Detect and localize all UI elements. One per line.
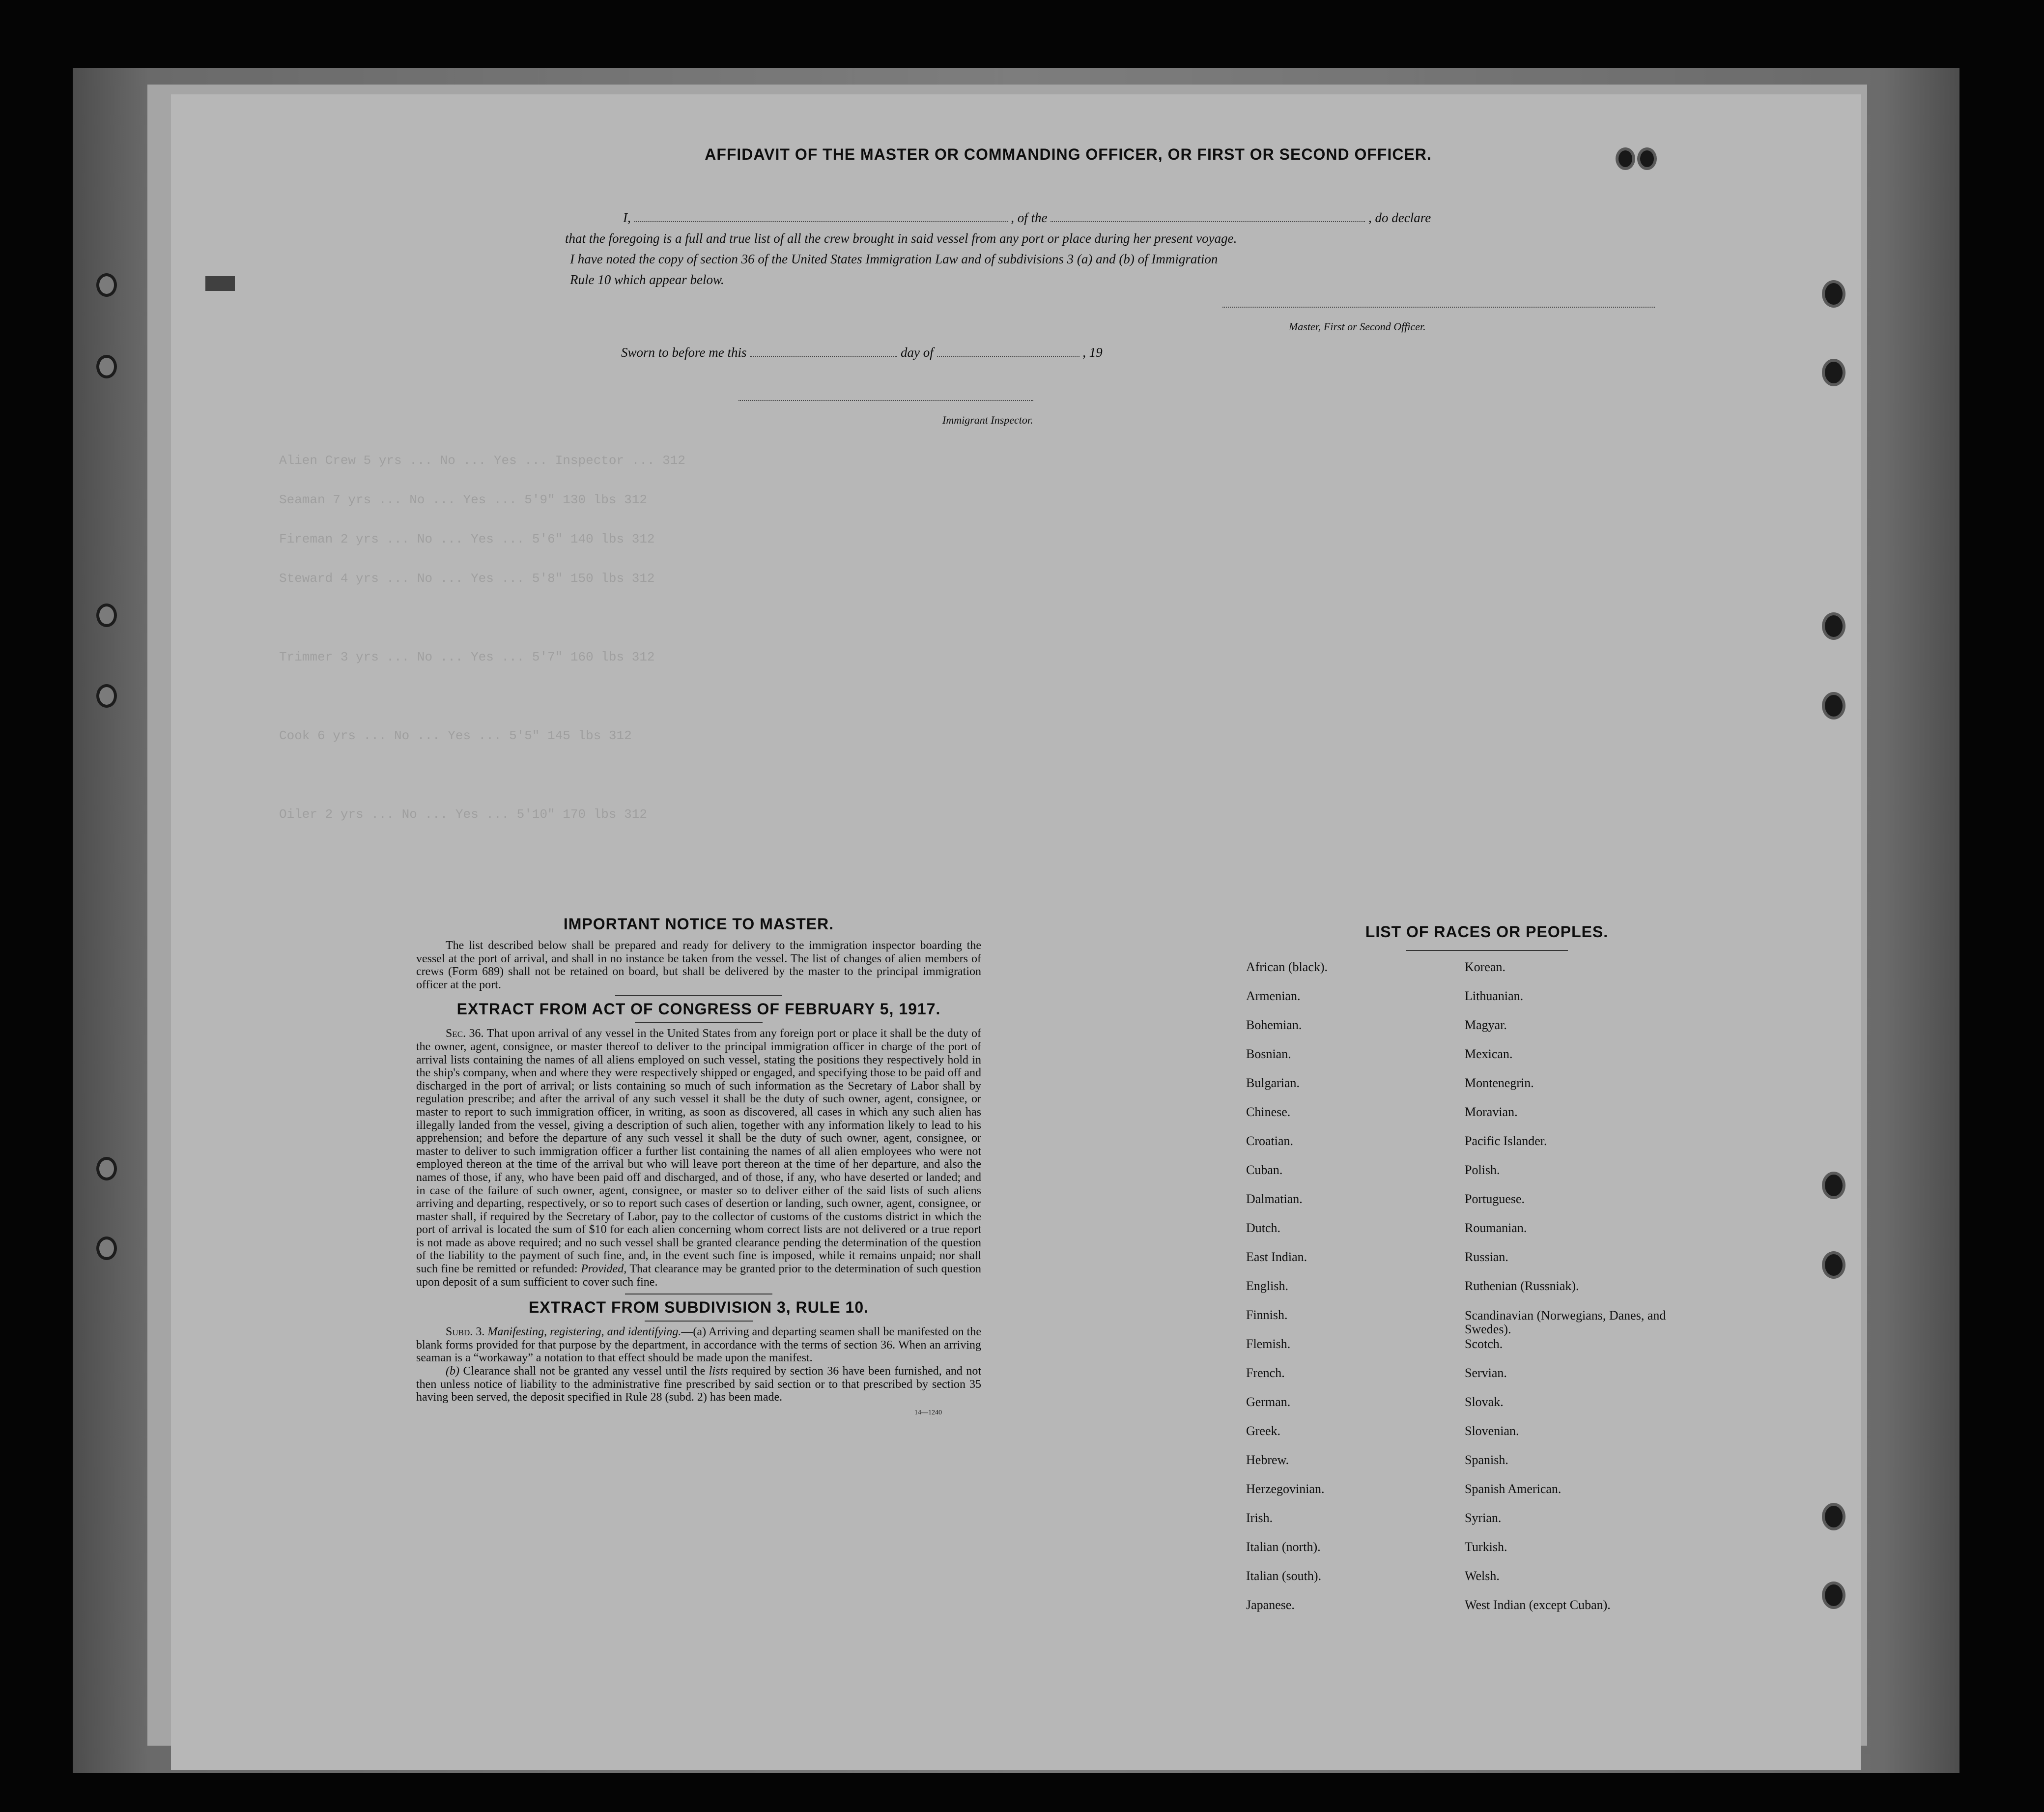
- binder-hole: [1825, 695, 1843, 717]
- binder-hole: [1825, 1254, 1843, 1276]
- notice-column: [416, 915, 981, 1417]
- provided-word: Provided,: [581, 1263, 627, 1276]
- form-number: 14—1240: [914, 1409, 942, 1416]
- race-item: Slovenian.: [1465, 1424, 1519, 1438]
- page-mark: [205, 276, 235, 291]
- race-item: Magyar.: [1465, 1018, 1507, 1032]
- races-title: LIST OF RACES OR PEOPLES.: [1365, 923, 1609, 941]
- act-title: EXTRACT FROM ACT OF CONGRESS OF FEBRUARY 5, 1917.: [456, 1000, 941, 1018]
- affidavit-of-the: , of the: [1011, 210, 1048, 225]
- races-list: [1246, 923, 1728, 1625]
- race-item: Chinese.: [1246, 1105, 1291, 1119]
- affidavit-line-3: I have noted the copy of section 36 of the United States Immigration Law and of subdivisions 3 (a) and (b) of Immigration: [570, 252, 1218, 266]
- race-item: Dutch.: [1246, 1221, 1281, 1235]
- sec-label: Sec. 36.: [446, 1027, 484, 1040]
- race-item: Ruthenian (Russniak).: [1465, 1279, 1579, 1293]
- inspector-label: Immigrant Inspector.: [942, 414, 1033, 426]
- divider: [635, 1022, 763, 1023]
- notice-title: IMPORTANT NOTICE TO MASTER.: [563, 915, 834, 933]
- race-item: Armenian.: [1246, 989, 1301, 1003]
- divider: [1406, 950, 1568, 951]
- binder-hole: [96, 604, 117, 627]
- day-of-text: day of: [901, 345, 934, 360]
- race-item: Bosnian.: [1246, 1047, 1291, 1061]
- race-item: Mexican.: [1465, 1047, 1513, 1061]
- race-item: Hebrew.: [1246, 1453, 1289, 1467]
- sworn-month-blank: [937, 345, 1079, 357]
- binder-hole: [96, 1237, 117, 1260]
- binder-hole: [1825, 1175, 1843, 1196]
- subd-text-a: —(a) Arriving and departing seamen shall be manifested on the blank forms provided for that purpose by the department, in accordance with the terms of section 36. When an arriving seaman is a “workaway” a notation to that effect should be made upon the manifest.: [416, 1325, 981, 1365]
- race-item: Spanish.: [1465, 1453, 1508, 1467]
- binder-hole: [1825, 1584, 1843, 1606]
- race-item: Pacific Islander.: [1465, 1134, 1547, 1148]
- race-item: Croatian.: [1246, 1134, 1294, 1148]
- race-item: West Indian (except Cuban).: [1465, 1598, 1611, 1612]
- race-item: Bohemian.: [1246, 1018, 1302, 1032]
- races-grid: [1246, 958, 1728, 1625]
- sec-36-text: [416, 1027, 981, 1289]
- divider: [645, 1321, 753, 1322]
- binder-hole: [1825, 1506, 1843, 1527]
- race-item: African (black).: [1246, 960, 1328, 974]
- subd-text-b2: required by section 36 have been furnished, and not then unless notice of liability to the administrative fine prescribed by said section or to that prescribed by section 35 having been served, the deposit specified in Rule 28 (subd. 2) has been made.: [416, 1365, 982, 1404]
- binder-hole: [96, 273, 117, 297]
- race-item: Bulgarian.: [1246, 1076, 1300, 1090]
- binder-hole: [1825, 362, 1843, 383]
- race-item: German.: [1246, 1395, 1291, 1409]
- binder-hole: [96, 355, 117, 378]
- year-text: , 19: [1082, 345, 1103, 360]
- race-item: Montenegrin.: [1465, 1076, 1534, 1090]
- race-item: Italian (south).: [1246, 1569, 1322, 1583]
- sworn-text: Sworn to before me this: [621, 345, 747, 360]
- manifest-back-page: Alien Crew 5 yrs ... No ... Yes ... Inspector ... 312 Seaman 7 yrs ... No ... Yes ... 5'9" 130 lbs 312 Fireman 2 yrs ... No ... Yes ... 5'6" 140 lbs 312 Steward 4 yrs ... No ... Yes ... 5'8" 150 lbs 312 Trimmer 3 yrs ... No ... Yes ... 5'7" 160 lbs 312 Cook 6 yrs ... No ... Yes ... 5'5" 145 lbs 312 Oiler 2 yrs ... No ... Yes ... 5'10" 170 lbs 312 AFFIDAVIT OF THE MASTER OR COMMANDING OFFICER, OR FIRST OR SECOND OFFICER. I, , of the , do declare that the foregoing is a full and true list of all the crew brought in said vessel from any port or place during her present voyage. I have noted the copy of section 36 of the United States Immigration Law and of subdivisions 3 (a) and (b) of Immigration Rule 10 which appear below. Master, First or Second Officer. Sworn to before me this day of , 19 Immigrant Inspector. IMPORTANT NOTICE TO MASTER. The list described below shall be prepared and ready for delivery to the immigration inspector boarding the vessel at the port of arrival, and shall in no instance be taken from the vessel. The list of changes of alien members of crews (Form 689) shall not be retained on board, but shall be delivered by the master to the principal immigration officer at the port. EXTRACT FROM ACT OF CONGRESS OF FEBRUARY 5, 1917. Sec. 36. That upon arrival of any vessel in the United States from any foreign port or place it shall be the duty of the owner, agent, consignee, or master thereof to deliver to the principal immigration officer in charge of the port of arrival lists containing the names of all aliens employed on such vessel, stating the positions they respectively hold in the ship's company, when and where they were respectively shipped or engaged, and specifying those to be paid off and discharged in the port of arrival; or lists containing so much of such information as the Secretary of Labor shall by regulation prescribe; and after the arrival of any such vessel it shall be the duty of such owner, agent, consignee, or master to report to such immigration officer, in writing, as soon as discovered, all cases in which any such alien has illegally landed from the vessel, giving a description of such alien, together with any information likely to lead to his apprehension; and before the departure of any such vessel it shall be the duty of such owner, agent, consignee, or master to deliver to such immigration officer a further list containing the names of all alien employees who were not employed thereon at the time of the arrival but who will leave port thereon at the time of her departure, and also the names of those, if any, who have been paid off and discharged, and of those, if any, who have deserted or landed; and in case of the failure of such owner, agent, consignee, or master so to deliver either of the said lists of such aliens arriving and departing, respectively, or so to report such cases of desertion or landing, such owner, agent, consignee, or master shall, if required by the Secretary of Labor, pay to the collector of customs of the customs district in which the port of arrival is located the sum of $10 for each alien concerning whom correct lists are not delivered or a true report is not made as above required; and no such vessel shall be granted clearance pending the determination of the question of the liability to the payment of such fine, and, in the event such fine is imposed, while it remains unpaid; nor shall such fine be remitted or refunded: Provided, That clearance may be granted prior to the determination of such question upon deposit of a sum sufficient to cover such fine. EXTRACT FROM SUBDIVISION 3, RULE 10. Subd. 3. Manifesting, registering, and identifying.—(a) Arriving and departing seamen shall be manifested on the blank forms provided for that purpose by the department, in accordance with the terms of section 36. When an arriving seaman is a “workaway” a notation to that effect should be made upon the manifest. (b) Clearance shall not be granted any vessel until the lists required by section 36 have been furnished, and not then unless notice of liability to the administrative fine prescribed by said section or to that prescribed by section 35 having been served, the deposit specified in Rule 28 (subd. 2) has been made. 14—1240 LIST OF RACES OR PEOPLES. African (black). Korean. Armenian. Lithuanian. Bohemian. Magyar. Bosnian. Mexican. Bulgarian. Montenegrin. Chinese. Moravian. Croatian. Pacific Islander. Cuban. Polish. Dalmatian. Portuguese. Dutch. Roumanian. East Indian. Russian. English. Ruthenian (Russniak). Finnish. Scandinavian (Norwegians, Danes, and Swedes). Flemish. Scotch. French. Servian. German. Slovak. Greek. Slovenian. Hebrew. Spanish. Herzegovinian. Spanish American. Irish. Syrian. Italian (north). Turkish. Italian (south). Welsh. Japanese. West Indian (except Cuban).: [171, 94, 1861, 1770]
- race-item: Spanish American.: [1465, 1482, 1561, 1496]
- race-item: Portuguese.: [1465, 1192, 1525, 1206]
- race-item: Korean.: [1465, 960, 1506, 974]
- binder-hole: [96, 1157, 117, 1180]
- signature-line: [1222, 306, 1655, 308]
- race-item: Russian.: [1465, 1250, 1508, 1264]
- divider: [615, 995, 782, 996]
- race-item: Scandinavian (Norwegians, Danes, and Swedes).: [1465, 1308, 1666, 1336]
- race-item: Roumanian.: [1465, 1221, 1527, 1235]
- subd-3b-text: [416, 1365, 981, 1404]
- punch-mark: [1618, 150, 1632, 167]
- affidavit-line-2: that the foregoing is a full and true list of all the crew brought in said vessel from any port or place during her present voyage.: [565, 231, 1237, 246]
- race-item: Greek.: [1246, 1424, 1281, 1438]
- subd-3-text: [416, 1325, 981, 1365]
- affidavit-line-1: [623, 210, 1431, 226]
- name-blank: [634, 210, 1008, 222]
- race-item: Slovak.: [1465, 1395, 1504, 1409]
- binder-hole: [96, 684, 117, 708]
- race-item: Moravian.: [1465, 1105, 1518, 1119]
- subd-b-label: (b): [446, 1365, 459, 1378]
- lists-word: lists: [709, 1365, 728, 1378]
- sec-36-body: That upon arrival of any vessel in the United States from any foreign port or place it shall be the duty of the owner, agent, consignee, or master thereof to deliver to the principal immigration officer in charge of the port of arrival lists containing the names of all aliens employed on such vessel, stating the positions they respectively hold in the ship's company, when and where they were respectively shipped or engaged, and specifying those to be paid off and discharged in the port of arrival; or lists containing so much of such information as the Secretary of Labor shall by regulation prescribe; and after the arrival of any such vessel it shall be the duty of such owner, agent, consignee, or master to report to such immigration officer, in writing, as soon as discovered, all cases in which any such alien has illegally landed from the vessel, giving a description of such alien, together with any information likely to lead to his apprehension; and before the departure of any such vessel it shall be the duty of such owner, agent, consignee, or master to deliver to such immigration officer a further list containing the names of all alien employees who were not employed thereon at the time of the arrival but who will leave port thereon at the time of her departure, and also the names of those, if any, who have been paid off and discharged, and of those, if any, who have deserted or landed; and in case of the failure of such owner, agent, consignee, or master so to deliver either of the said lists of such aliens arriving and departing, respectively, or so to report such cases of desertion or landing, such owner, agent, consignee, or master shall, if required by the Secretary of Labor, pay to the collector of customs of the customs district in which the port of arrival is located the sum of $10 for each alien concerning whom correct lists are not delivered or a true report is not made as above required; and no such vessel shall be granted clearance pending the determination of the question of the liability to the payment of such fine, and, in the event such fine is imposed, while it remains unpaid; nor shall such fine be remitted or refunded:: [416, 1027, 981, 1276]
- race-item: English.: [1246, 1279, 1288, 1293]
- race-item: Irish.: [1246, 1511, 1273, 1525]
- race-item: French.: [1246, 1366, 1285, 1380]
- vessel-blank: [1050, 210, 1365, 222]
- notice-text: The list described below shall be prepared and ready for delivery to the immigration inspector boarding the vessel at the port of arrival, and shall in no instance be taken from the vessel. The list of changes of alien members of crews (Form 689) shall not be retained on board, but shall be delivered by the master to the principal immigration officer at the port.: [416, 939, 981, 991]
- race-item: East Indian.: [1246, 1250, 1307, 1264]
- race-item: Scotch.: [1465, 1337, 1503, 1351]
- subd-label: Subd. 3.: [446, 1325, 485, 1339]
- binder-hole: [1825, 283, 1843, 305]
- race-item: Flemish.: [1246, 1337, 1291, 1351]
- punch-mark: [1640, 150, 1654, 167]
- affidavit-do-declare: , do declare: [1368, 210, 1431, 225]
- signature-label: Master, First or Second Officer.: [1289, 320, 1426, 333]
- race-item: Italian (north).: [1246, 1540, 1321, 1554]
- sworn-day-blank: [750, 345, 897, 357]
- race-item: Finnish.: [1246, 1308, 1288, 1322]
- race-item: Servian.: [1465, 1366, 1507, 1380]
- affidavit-i: I,: [623, 210, 631, 225]
- affidavit-line-4: Rule 10 which appear below.: [570, 272, 724, 287]
- race-item: Lithuanian.: [1465, 989, 1524, 1003]
- race-item: Syrian.: [1465, 1511, 1502, 1525]
- race-item: Japanese.: [1246, 1598, 1295, 1612]
- race-item: Dalmatian.: [1246, 1192, 1303, 1206]
- sec-36-end: That clearance may be granted prior to the determination of such question upon deposit of a sum sufficient to cover such fine.: [416, 1263, 982, 1289]
- race-item: Cuban.: [1246, 1163, 1283, 1177]
- binder-hole: [1825, 615, 1843, 637]
- race-item: Welsh.: [1465, 1569, 1500, 1583]
- inspector-line: [738, 399, 1033, 401]
- rule-title: EXTRACT FROM SUBDIVISION 3, RULE 10.: [528, 1298, 869, 1317]
- race-item: Polish.: [1465, 1163, 1500, 1177]
- race-item: Herzegovinian.: [1246, 1482, 1325, 1496]
- subd-heading: Manifesting, registering, and identifying.: [487, 1325, 681, 1339]
- race-item: Turkish.: [1465, 1540, 1507, 1554]
- subd-text-b1: Clearance shall not be granted any vessel until the: [463, 1365, 706, 1378]
- sworn-line: [621, 345, 1103, 360]
- affidavit-title: AFFIDAVIT OF THE MASTER OR COMMANDING OFFICER, OR FIRST OR SECOND OFFICER.: [705, 145, 1432, 163]
